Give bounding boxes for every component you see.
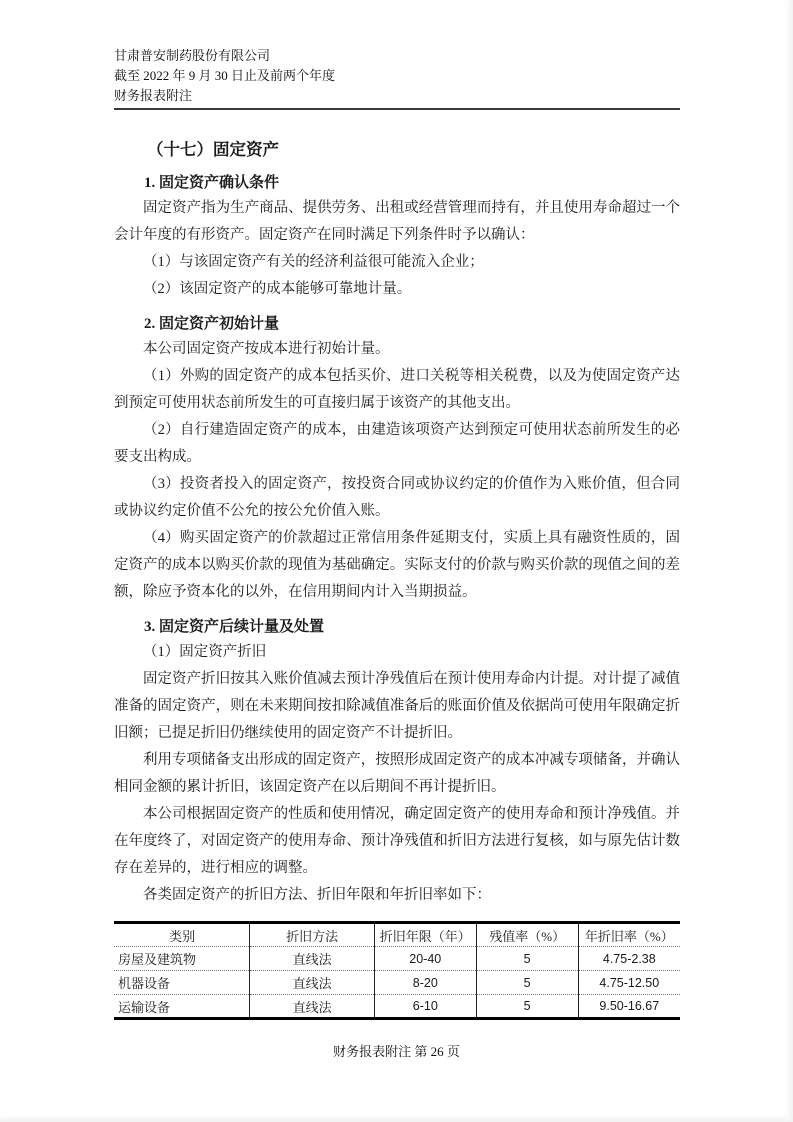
paragraph: （1）固定资产折旧 [143, 644, 267, 660]
table-header-annual-rate: 年折旧率（%） [578, 923, 680, 947]
subsection-title-subsequent-measurement: 3. 固定资产后续计量及处置 [144, 619, 325, 635]
paragraph: （2）该固定资产的成本能够可靠地计量。 [143, 281, 412, 297]
report-period: 截至 2022 年 9 月 30 日止及前两个年度 [114, 68, 336, 83]
table-cell: 直线法 [250, 995, 375, 1019]
table-cell: 4.75-12.50 [578, 971, 680, 995]
table-cell: 4.75-2.38 [578, 947, 680, 971]
table-cell: 6-10 [374, 995, 476, 1019]
paragraph: （3）投资者投入的固定资产，按投资合同或协议约定的价值作为入账价值，但合同或协议约定价值不公允的按公允价值入账。 [114, 476, 680, 519]
document-header [114, 46, 793, 106]
page-number-label: 财务报表附注 第 26 页 [333, 1044, 460, 1059]
document-body [114, 138, 680, 1020]
table-cell: 5 [476, 995, 578, 1019]
paragraph: 利用专项储备支出形成的固定资产，按照形成固定资产的成本冲减专项储备，并确认相同金额的累计折旧，该固定资产在以后期间不再计提折旧。 [114, 752, 680, 795]
table-cell: 9.50-16.67 [578, 995, 680, 1019]
table-cell: 房屋及建筑物 [114, 947, 250, 971]
table-cell: 20-40 [374, 947, 476, 971]
table-header-row [114, 923, 680, 947]
table-cell: 5 [476, 947, 578, 971]
paragraph: 本公司根据固定资产的性质和使用情况，确定固定资产的使用寿命和预计净残值。并在年度终了，对固定资产的使用寿命、预计净残值和折旧方法进行复核，如与原先估计数存在差异的，进行相应的调整。 [114, 806, 680, 876]
paragraph: 固定资产折旧按其入账价值减去预计净残值后在预计使用寿命内计提。对计提了减值准备的固定资产，则在未来期间按扣除减值准备后的账面价值及依据尚可使用年限确定折旧额；已提足折旧仍继续使用的固定资产不计提折旧。 [114, 671, 680, 741]
table-header-residual-rate: 残值率（%） [476, 923, 578, 947]
header-divider [114, 108, 680, 110]
paragraph: （1）与该固定资产有关的经济利益很可能流入企业； [143, 254, 484, 270]
page-footer [0, 1041, 793, 1060]
paragraph: （1）外购的固定资产的成本包括买价、进口关税等相关税费，以及为使固定资产达到预定可使用状态前所发生的可直接归属于该资产的其他支出。 [114, 368, 680, 411]
table-cell: 机器设备 [114, 971, 250, 995]
table-header-years: 折旧年限（年） [374, 923, 476, 947]
table-row-transport [114, 995, 680, 1019]
table-cell: 8-20 [374, 971, 476, 995]
paragraph: 各类固定资产的折旧方法、折旧年限和年折旧率如下： [143, 887, 491, 903]
table-row-buildings [114, 947, 680, 971]
company-name: 甘肃普安制药股份有限公司 [114, 48, 271, 63]
table-cell: 直线法 [250, 971, 375, 995]
table-cell: 5 [476, 971, 578, 995]
subsection-title-recognition: 1. 固定资产确认条件 [144, 175, 280, 191]
section-title-fixed-assets: （十七）固定资产 [147, 140, 279, 159]
table-cell: 运输设备 [118, 999, 171, 1015]
paragraph: 本公司固定资产按成本进行初始计量。 [143, 341, 390, 357]
table-row-machinery [114, 971, 680, 995]
subsection-title-initial-measurement: 2. 固定资产初始计量 [144, 316, 280, 332]
paragraph: 固定资产指为生产商品、提供劳务、出租或经营管理而持有，并且使用寿命超过一个会计年度的有形资产。固定资产在同时满足下列条件时予以确认： [114, 200, 680, 243]
table-cell: 直线法 [250, 947, 375, 971]
doc-type-label: 财务报表附注 [114, 88, 193, 103]
paragraph: （4）购买固定资产的价款超过正常信用条件延期支付，实质上具有融资性质的，固定资产的成本以购买价款的现值为基础确定。实际支付的价款与购买价款的现值之间的差额，除应予资本化的以外，在信用期间内计入当期损益。 [114, 530, 680, 600]
depreciation-table [114, 921, 680, 1020]
table-header-category: 类别 [114, 923, 250, 947]
paragraph: （2）自行建造固定资产的成本，由建造该项资产达到预定可使用状态前所发生的必要支出构成。 [114, 422, 680, 465]
table-header-method: 折旧方法 [250, 923, 375, 947]
